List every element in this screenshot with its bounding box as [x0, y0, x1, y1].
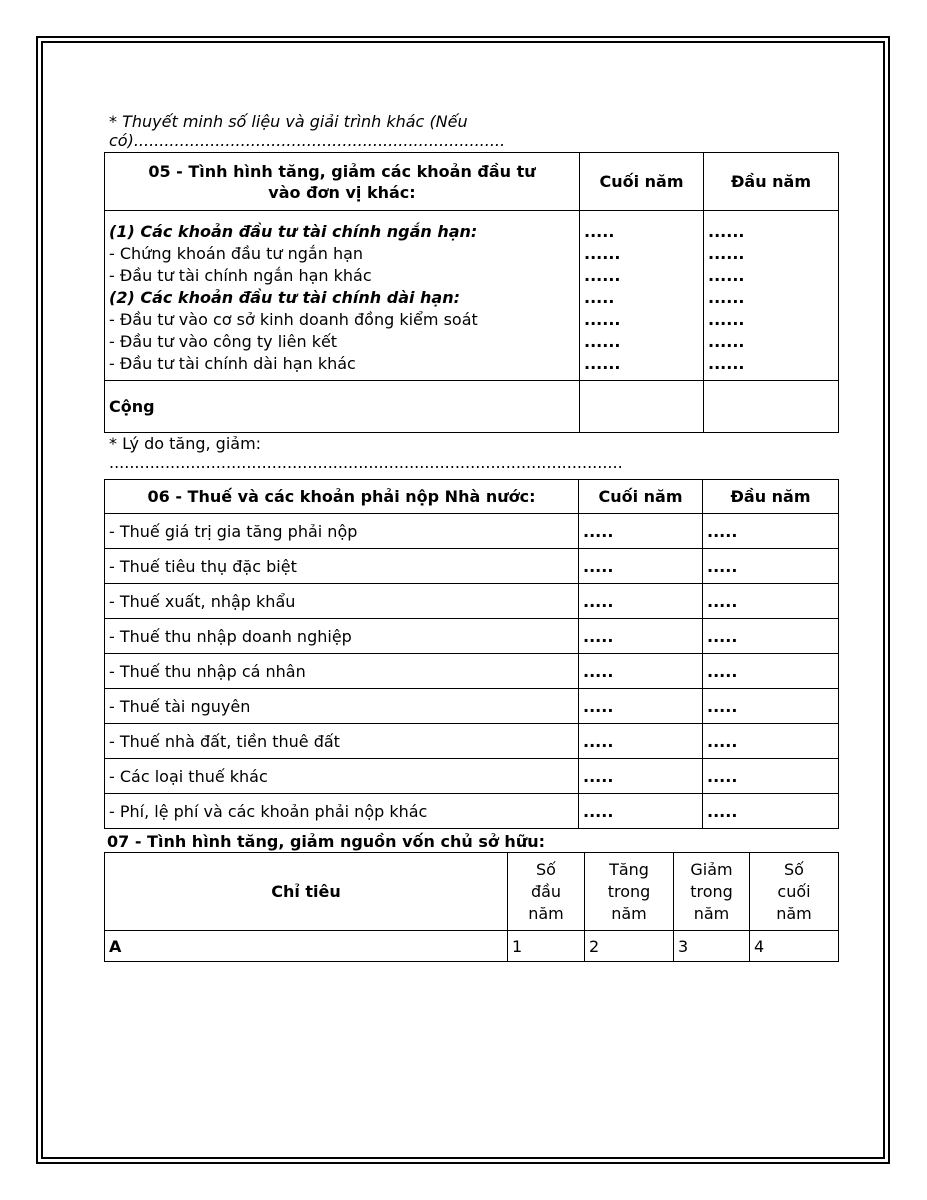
table-07-col-decrease-line: năm — [693, 903, 730, 923]
table-05-begin-value: ...... — [708, 354, 745, 373]
table-07-col-increase — [585, 853, 674, 931]
table-05-end-value: ..... — [584, 288, 615, 307]
table-05-end-value: ...... — [584, 310, 621, 329]
table-06-end-value: ..... — [579, 514, 703, 549]
reason-label: * Lý do tăng, giảm: — [109, 434, 262, 453]
table-row — [105, 654, 839, 689]
table-06-row-label: - Phí, lệ phí và các khoản phải nộp khác — [105, 794, 579, 829]
table-07-col-close-line: Số — [784, 859, 804, 879]
table-05-row-label: (2) Các khoản đầu tư tài chính dài hạn: — [109, 288, 461, 307]
table-row — [105, 931, 839, 962]
note-explanation-line2: có)......................................................................... — [109, 132, 506, 150]
table-06-row-label: - Thuế tiêu thụ đặc biệt — [105, 549, 579, 584]
table-07-code-1: 1 — [508, 931, 585, 962]
table-05-labels — [105, 211, 580, 381]
table-06-begin-value: ..... — [703, 654, 839, 689]
table-05-begin-value: ...... — [708, 266, 745, 285]
table-05-col-begin: Đầu năm — [704, 153, 839, 211]
table-06-col-begin: Đầu năm — [703, 480, 839, 514]
table-07-code-a: A — [105, 931, 508, 962]
note-explanation-line1: * Thuyết minh số liệu và giải trình khác (Nếu — [109, 112, 468, 131]
table-07-col-close-line: năm — [776, 903, 812, 923]
table-row — [105, 724, 839, 759]
table-row — [105, 689, 839, 724]
table-07-col-open-line: đầu — [530, 881, 562, 901]
table-06-row-label: - Thuế tài nguyên — [105, 689, 579, 724]
table-07-code-4: 4 — [750, 931, 839, 962]
table-06-row-label: - Thuế nhà đất, tiền thuê đất — [105, 724, 579, 759]
table-06-title: 06 - Thuế và các khoản phải nộp Nhà nước: — [105, 480, 579, 514]
table-06-begin-value: ..... — [703, 514, 839, 549]
table-07-col-decrease — [674, 853, 750, 931]
table-06-end-value: ..... — [579, 549, 703, 584]
table-07-col-open-line: năm — [528, 903, 564, 923]
table-07-col-increase-line: trong — [607, 881, 651, 901]
table-06-end-value: ..... — [579, 584, 703, 619]
table-05-row-label: - Đầu tư tài chính dài hạn khác — [109, 354, 356, 373]
table-07-col-increase-line: Tăng — [609, 859, 649, 879]
table-06-begin-value: ..... — [703, 724, 839, 759]
table-06-begin-value: ..... — [703, 759, 839, 794]
table-06-end-value: ..... — [579, 619, 703, 654]
table-07-code-2: 2 — [585, 931, 674, 962]
table-05-investments — [104, 152, 839, 433]
table-row — [105, 759, 839, 794]
table-05-end-value: ...... — [584, 266, 621, 285]
table-05-begin-value: ...... — [708, 244, 745, 263]
reason-block — [109, 434, 669, 472]
table-07-col-decrease-line: trong — [690, 881, 733, 901]
table-06-begin-value: ..... — [703, 689, 839, 724]
table-06-end-value: ..... — [579, 724, 703, 759]
table-06-begin-value: ..... — [703, 794, 839, 829]
table-06-begin-value: ..... — [703, 549, 839, 584]
table-05-begin-value: ...... — [708, 332, 745, 351]
table-07-col-item: Chỉ tiêu — [105, 853, 508, 931]
table-row — [105, 514, 839, 549]
table-row — [105, 584, 839, 619]
table-05-row-label: - Đầu tư vào công ty liên kết — [109, 332, 338, 351]
table-06-row-label: - Thuế thu nhập cá nhân — [105, 654, 579, 689]
table-05-row-label: - Đầu tư tài chính ngắn hạn khác — [109, 266, 372, 285]
table-05-end-value: ...... — [584, 332, 621, 351]
table-06-end-value: ..... — [579, 759, 703, 794]
table-05-title — [105, 153, 580, 211]
table-06-begin-value: ..... — [703, 584, 839, 619]
table-05-total-label: Cộng — [105, 381, 580, 433]
reason-dots: ..................................................................................................... — [109, 454, 623, 472]
table-07-col-decrease-line: Giảm — [690, 859, 733, 879]
table-05-end-value: ..... — [584, 222, 615, 241]
table-07-col-close — [750, 853, 839, 931]
table-06-end-value: ..... — [579, 794, 703, 829]
note-explanation — [109, 112, 589, 150]
table-05-end-value: ...... — [584, 244, 621, 263]
table-06-row-label: - Thuế xuất, nhập khẩu — [105, 584, 579, 619]
table-05-end-value: ...... — [584, 354, 621, 373]
table-07-col-close-line: cuối — [777, 881, 811, 901]
table-05-begin-value: ...... — [708, 222, 745, 241]
table-06-row-label: - Các loại thuế khác — [105, 759, 579, 794]
table-06-begin-value: ..... — [703, 619, 839, 654]
table-row — [105, 549, 839, 584]
table-05-end-values — [580, 211, 704, 381]
table-06-taxes — [104, 479, 839, 829]
table-05-row-label: - Đầu tư vào cơ sở kinh doanh đồng kiểm soát — [109, 310, 478, 329]
table-06-row-label: - Thuế thu nhập doanh nghiệp — [105, 619, 579, 654]
table-06-row-label: - Thuế giá trị gia tăng phải nộp — [105, 514, 579, 549]
table-05-total-begin — [704, 381, 839, 433]
table-05-begin-values — [704, 211, 839, 381]
table-05-col-end: Cuối năm — [580, 153, 704, 211]
table-05-title-line1: 05 - Tình hình tăng, giảm các khoản đầu tư — [148, 161, 536, 181]
section-07-title: 07 - Tình hình tăng, giảm nguồn vốn chủ sở hữu: — [107, 832, 545, 851]
table-07-code-3: 3 — [674, 931, 750, 962]
table-05-title-line2: vào đơn vị khác: — [268, 182, 416, 202]
table-05-row-label: - Chứng khoán đầu tư ngắn hạn — [109, 244, 364, 263]
table-05-begin-value: ...... — [708, 288, 745, 307]
table-05-begin-value: ...... — [708, 310, 745, 329]
table-06-col-end: Cuối năm — [579, 480, 703, 514]
table-07-col-open-line: Số — [536, 859, 556, 879]
table-row — [105, 619, 839, 654]
table-07-col-open — [508, 853, 585, 931]
table-06-end-value: ..... — [579, 689, 703, 724]
table-05-row-label: (1) Các khoản đầu tư tài chính ngắn hạn: — [109, 222, 478, 241]
table-07-col-increase-line: năm — [611, 903, 647, 923]
table-05-total-end — [580, 381, 704, 433]
table-07-equity — [104, 852, 839, 962]
table-06-end-value: ..... — [579, 654, 703, 689]
table-row — [105, 794, 839, 829]
